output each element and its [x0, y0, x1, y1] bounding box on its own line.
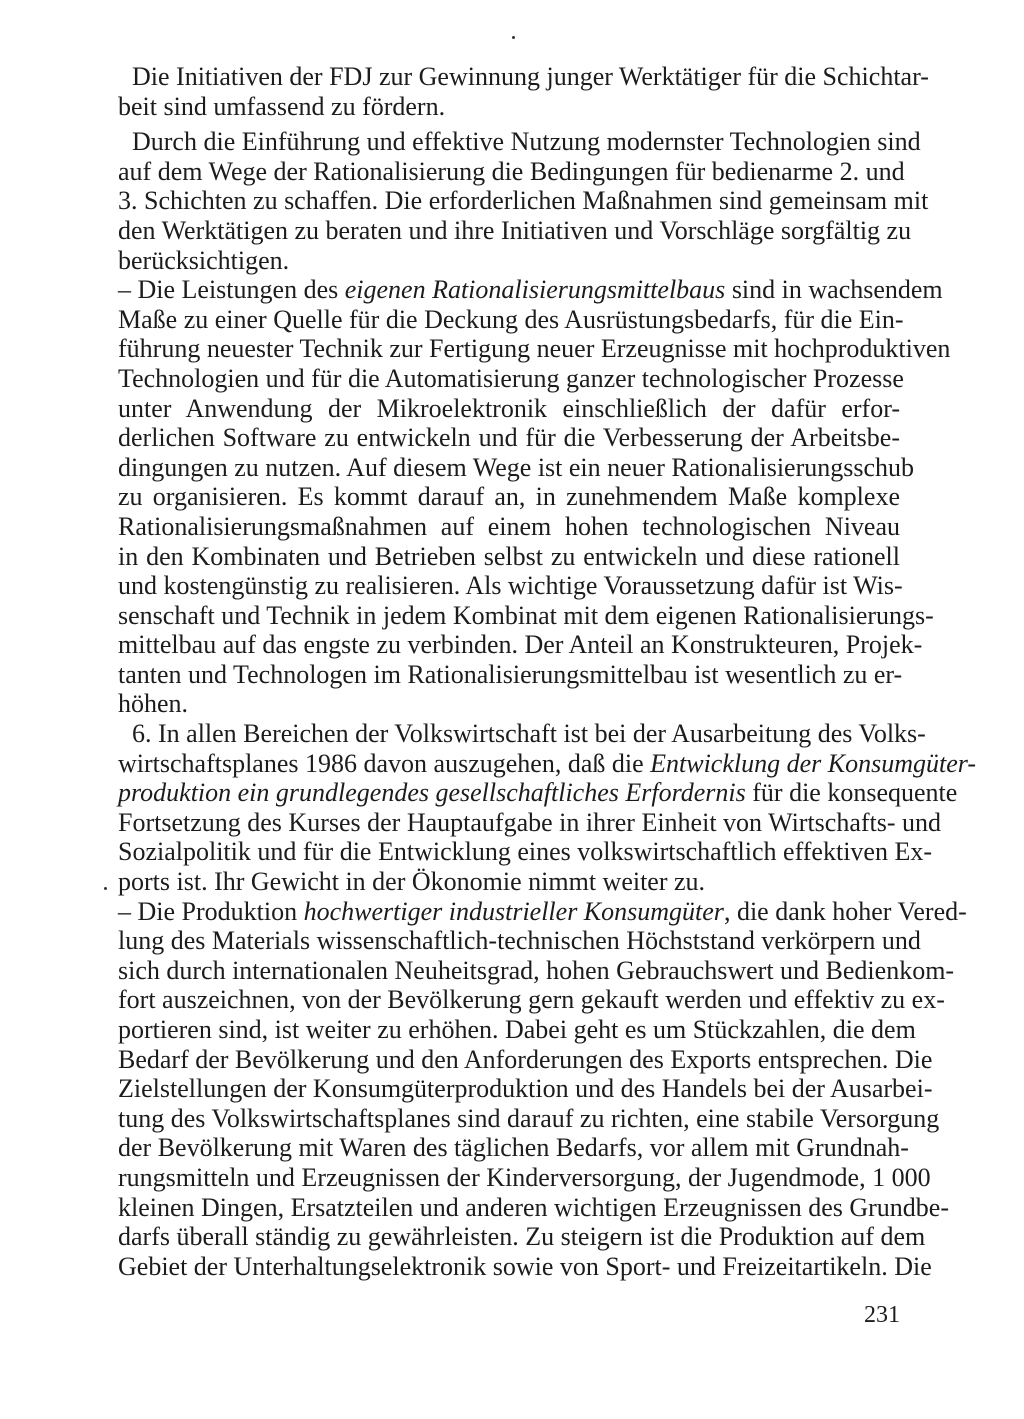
text-line: wirtschaftsplanes 1986 davon auszugehen, daß die Entwicklung der Konsumgüter-: [118, 748, 977, 778]
page-number: 231: [864, 1302, 900, 1328]
text-line: ports ist. Ihr Gewicht in der Ökonomie nimmt weiter zu.: [118, 867, 706, 897]
text-line: tanten und Technologen im Rationalisierungsmittelbau ist wesentlich zu er-: [118, 659, 903, 689]
document-page-body: [118, 62, 977, 1281]
text-line: fort auszeichnen, von der Bevölkerung gern gekauft werden und effektiv zu ex-: [118, 985, 945, 1015]
text-line: führung neuester Technik zur Fertigung neuer Erzeugnisse mit hochproduktiven: [118, 334, 951, 364]
text-line: auf dem Wege der Rationalisierung die Bedingungen für bedienarme 2. und: [118, 156, 905, 186]
text-line: den Werktätigen zu beraten und ihre Initiativen und Vorschläge sorgfältig zu: [118, 215, 912, 245]
text-line: der Bevölkerung mit Waren des täglichen Bedarfs, vor allem mit Grundnah-: [118, 1133, 909, 1163]
text-line: Maße zu einer Quelle für die Deckung des Ausrüstungsbedarfs, für die Ein-: [118, 304, 904, 334]
text-line: – Die Leistungen des eigenen Rationalisierungsmittelbaus sind in wachsendem: [118, 275, 943, 305]
text-line: Durch die Einführung und effektive Nutzung modernster Technologien sind: [132, 127, 921, 157]
text-line: darfs überall ständig zu gewährleisten. Zu steigern ist die Produktion auf dem: [118, 1222, 926, 1252]
text-line: Rationalisierungsmaßnahmen auf einem hohen technologischen Niveau: [118, 511, 900, 541]
text-line: Die Initiativen der FDJ zur Gewinnung junger Werktätiger für die Schichtar-: [132, 62, 929, 91]
text-line: produktion ein grundlegendes gesellschaftliches Erfordernis für die konsequente: [118, 778, 958, 808]
stray-dot-mark: [512, 36, 515, 39]
text-line: und kostengünstig zu realisieren. Als wichtige Voraussetzung dafür ist Wis-: [118, 571, 903, 601]
text-line: lung des Materials wissenschaftlich-technischen Höchststand verkörpern und: [118, 926, 921, 956]
text-line: sich durch internationalen Neuheitsgrad, hohen Gebrauchswert und Bedienkom-: [118, 955, 955, 985]
italic-emphasis: produktion ein grundlegendes gesellschaftliches Erfordernis: [118, 778, 746, 808]
text-line: Bedarf der Bevölkerung und den Anforderungen des Exports entsprechen. Die: [118, 1044, 933, 1074]
text-line: 3. Schichten zu schaffen. Die erforderlichen Maßnahmen sind gemeinsam mit: [118, 186, 929, 216]
text-line: tung des Volkswirtschaftsplanes sind darauf zu richten, eine stabile Versorgung: [118, 1103, 940, 1133]
italic-emphasis: eigenen Rationalisierungsmittelbaus: [344, 275, 726, 305]
text-line: Zielstellungen der Konsumgüterproduktion und des Handels bei der Ausarbei-: [118, 1074, 933, 1104]
text-line: berücksichtigen.: [118, 245, 290, 275]
text-line: höhen.: [118, 689, 189, 719]
italic-emphasis: hochwertiger industrieller Konsumgüter: [303, 896, 724, 926]
italic-emphasis: Entwicklung der Konsumgüter-: [650, 748, 977, 778]
text-line: Fortsetzung des Kurses der Hauptaufgabe in ihrer Einheit von Wirtschafts- und: [118, 807, 942, 837]
text-line: – Die Produktion hochwertiger industrieller Konsumgüter, die dank hoher Vered-: [118, 896, 967, 926]
text-line: senschaft und Technik in jedem Kombinat mit dem eigenen Rationalisierungs-: [118, 600, 934, 630]
text-line: portieren sind, ist weiter zu erhöhen. Dabei geht es um Stückzahlen, die dem: [118, 1015, 916, 1044]
text-line: Sozialpolitik und für die Entwicklung eines volkswirtschaftlich effektiven Ex-: [118, 837, 932, 867]
text-line: beit sind umfassend zu fördern.: [118, 91, 446, 121]
text-line: 6. In allen Bereichen der Volkswirtschaft ist bei der Ausarbeitung des Volks-: [132, 719, 926, 749]
text-line: Technologien und für die Automatisierung ganzer technologischer Prozesse: [118, 363, 904, 393]
text-line: mittelbau auf das engste zu verbinden. Der Anteil an Konstrukteuren, Projek-: [118, 630, 923, 660]
text-line: in den Kombinaten und Betrieben selbst zu entwickeln und diese rationell: [118, 541, 900, 571]
text-line: derlichen Software zu entwickeln und für die Verbesserung der Arbeitsbe-: [118, 423, 900, 453]
text-line: kleinen Dingen, Ersatzteilen und anderen wichtigen Erzeugnissen des Grundbe-: [118, 1192, 949, 1222]
text-line: zu organisieren. Es kommt darauf an, in zunehmendem Maße komplexe: [118, 482, 900, 512]
text-line: Gebiet der Unterhaltungselektronik sowie von Sport- und Freizeitartikeln. Die: [118, 1251, 932, 1281]
text-line: dingungen zu nutzen. Auf diesem Wege ist ein neuer Rationalisierungsschub: [118, 452, 915, 482]
text-line: rungsmitteln und Erzeugnissen der Kinderversorgung, der Jugendmode, 1 000: [118, 1162, 931, 1192]
margin-dot-mark: [104, 887, 107, 890]
text-line: unter Anwendung der Mikroelektronik einschließlich der dafür erfor-: [118, 393, 900, 423]
